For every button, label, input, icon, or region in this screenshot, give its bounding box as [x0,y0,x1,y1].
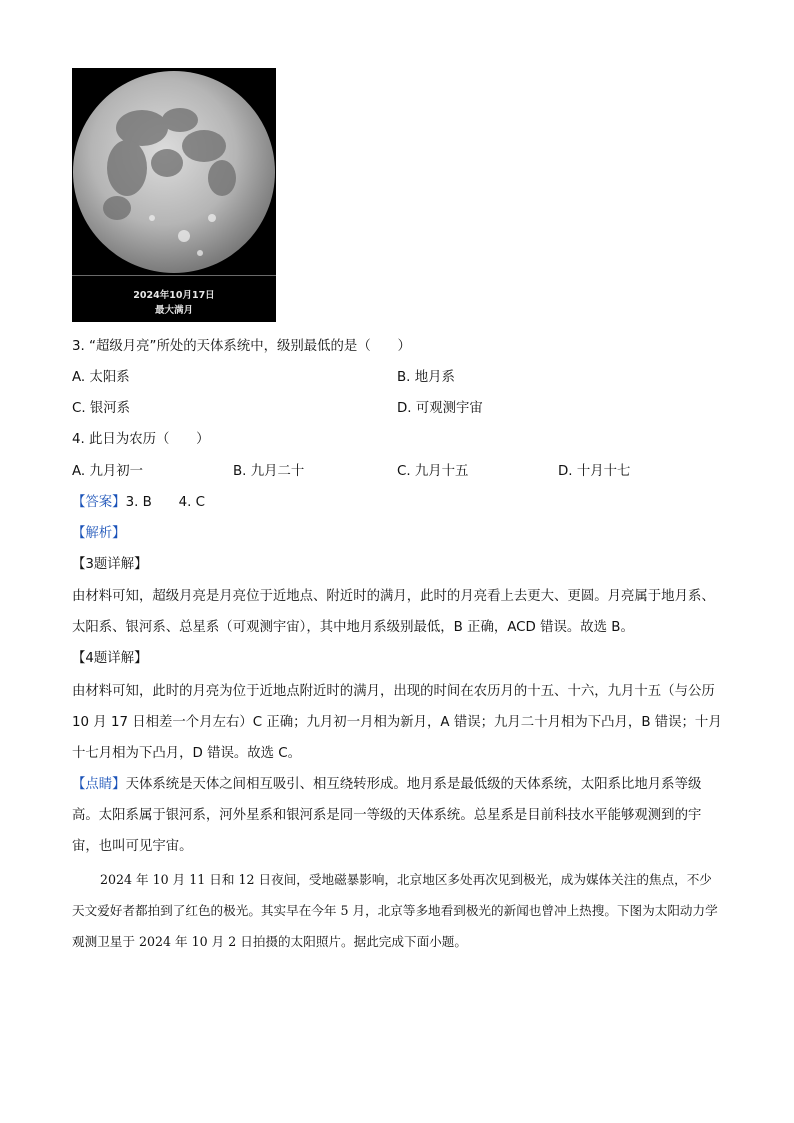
photo-caption-title: 最大满月 [154,305,193,316]
q4-option-d: D. 十月十七 [558,464,631,479]
tip-text: 天体系统是天体之间相互吸引、相互绕转形成。地月系是最低级的天体系统，太阳系比地月系等级高。太阳系属于银河系，河外星系和银河系是同一等级的天体系统。总星系是目前科技水平能够观测到的宇宙，也叫可见宇宙。 [72,777,702,854]
detail-4-text: 由材料可知，此时的月亮为位于近地点附近时的满月，出现的时间在农历月的十五、十六，九月十五（与公历 10 月 17 日相差一个月左右）C 正确；九月初一月相为新月，A 错误；九月二十月相为下凸月，B 错误；十月十七月相为下凸月，D 错误。故选 C。 [72,684,722,761]
caption-divider [72,275,276,276]
detail-4-tag: 【4题详解】 [72,651,148,666]
tip-paragraph [72,769,722,862]
moon-illustration [72,68,276,322]
tip-tag: 【点睛】 [72,777,126,792]
q3-option-d: D. 可观测宇宙 [397,401,483,416]
q4-option-c: C. 九月十五 [397,464,469,479]
q3-option-c: C. 银河系 [72,401,131,416]
analysis-tag: 【解析】 [72,526,126,541]
answer-tag: 【答案】 [72,495,126,510]
question-3-stem: 3. “超级月亮”所处的天体系统中，级别最低的是（ ） [72,339,411,354]
answer-line [72,493,205,513]
q3-option-b: B. 地月系 [397,370,455,385]
full-moon-photo [72,68,276,322]
answer-text: 3. B 4. C [125,495,205,510]
q4-option-a: A. 九月初一 [72,464,143,479]
detail-3-tag: 【3题详解】 [72,557,148,572]
photo-caption-date: 2024年10月17日 [133,290,215,301]
question-4-stem: 4. 此日为农历（ ） [72,432,210,447]
q3-option-a: A. 太阳系 [72,370,130,385]
q4-option-b: B. 九月二十 [233,464,305,479]
material-paragraph: 2024 年 10 月 11 日和 12 日夜间，受地磁暴影响，北京地区多处再次见到极光，成为媒体关注的焦点，不少天文爱好者都拍到了红色的极光。其实早在今年 5 月，北京等多地看到极光的新闻也曾冲上热搜。下图为太阳动力学观测卫星于 2024 年 10 月 2 日拍摄的太阳照片。据此完成下面小题。 [72,872,718,949]
detail-3-text: 由材料可知，超级月亮是月亮位于近地点、附近时的满月，此时的月亮看上去更大、更圆。月亮属于地月系、太阳系、银河系、总星系（可观测宇宙），其中地月系级别最低，B 正确，ACD 错误。故选 B。 [72,589,715,635]
